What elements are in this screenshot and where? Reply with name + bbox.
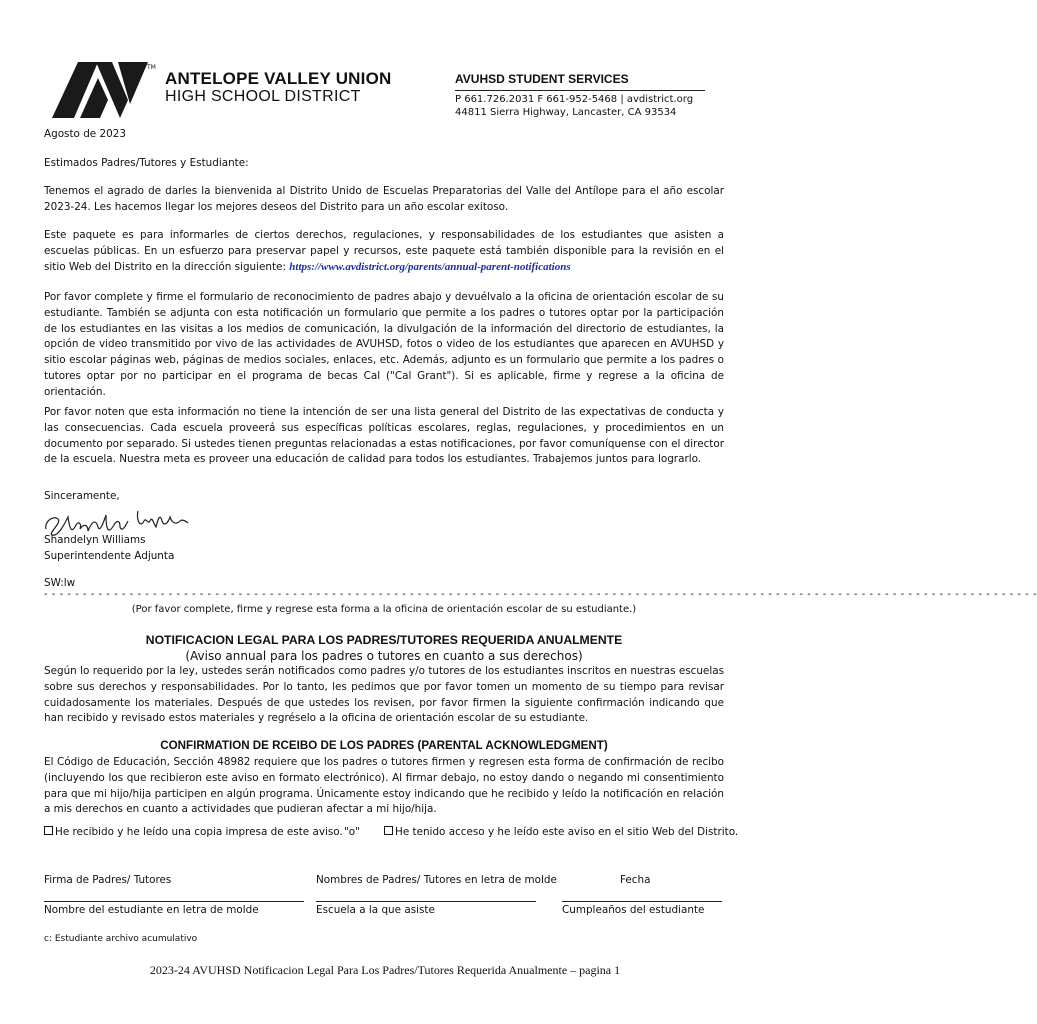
option-website[interactable]	[384, 826, 738, 838]
notice-body: Según lo requerido por la ley, ustedes serán notificados como padres y/o tutores de los estudiantes inscritos en nuestras escuelas sobre sus derechos y responsabilidades. Por lo tanto, les pedimos que por favor tomen un momento de su tiempo para revisar cuidadosamente los materiales. Después de que ustedes los revisen, por favor firmen la siguiente confirmación indicando que han recibido y revisado estos materiales y regréselo a la oficina de orientación escolar de su estudiante.	[44, 665, 724, 725]
student-services-block	[455, 72, 715, 119]
district-name-line1: ANTELOPE VALLEY UNION	[165, 69, 392, 88]
checkbox-printed-copy[interactable]	[44, 826, 53, 835]
letter-closing: Sinceramente,	[44, 490, 120, 502]
option-printed-copy[interactable]	[44, 826, 343, 838]
paragraph-welcome: Tenemos el agrado de darles la bienvenida al Distrito Unido de Escuelas Preparatorias del Valle del Antílope para el año escolar 2023-24. Les hacemos llegar los mejores deseos del Distrito para un año escolar exitoso.	[44, 185, 724, 213]
student-name-line[interactable]	[44, 901, 304, 902]
initials: SW:lw	[44, 577, 76, 589]
cut-line: - - - - - - - - - - - - - - - - - - - - - - - - - - - - - - - - - - - - - - - - - - - - - - - - - - - - - - - - - - - - - - - - - - - - - - - - - - - - - - - - - - - - - - - - - - - - - - - - - - - - - - - - - - - - - - - - - - - - - - - - - - - - - - - -	[44, 589, 1037, 600]
ack-body: El Código de Educación, Sección 48982 requiere que los padres o tutores firmen y regresen esta forma de confirmación de recibo (incluyendo los que recibieron este aviso en formato electrónico). Al firmar debajo, no estoy dando o negando mi consentimiento para que mi hijo/hija participen en algún programa. Únicamente estoy indicando que he recibido y leído la notificación en relación a mis derechos en cuanto a actividades que pudieran afectar a mi hijo/hija.	[44, 756, 724, 816]
paragraph-acknowledgment-form: Por favor complete y firme el formulario de reconocimiento de padres abajo y devuélvalo a la oficina de orientación escolar de su estudiante. También se adjunta con esta notificación un formulario que permite a los padres o tutores optar por la participación de los estudiantes en las visitas a los medios de comunicación, la divulgación de la información del directorio de estudiantes, la opción de video transmitido por vivo de las actividades de AVUHSD, fotos o video de los estudiantes que aparecen en AVUHSD y sitio escolar páginas web, páginas de medios sociales, enlaces, etc. Además, adjunto es un formulario que permite a los padres o tutores optar por no participar en el programa de becas Cal ("Cal Grant"). Si es aplicable, firme y regrese a la oficina de orientación.	[44, 291, 724, 398]
services-title: AVUHSD STUDENT SERVICES	[455, 72, 629, 86]
student-name-label: Nombre del estudiante en letra de molde	[44, 904, 259, 916]
paragraph-packet-info	[44, 228, 724, 275]
cc-note: c: Estudiante archivo acumulativo	[44, 934, 198, 944]
notice-title: NOTIFICACION LEGAL PARA LOS PADRES/TUTORES REQUERIDA ANUALMENTE	[145, 633, 623, 647]
trademark-mark: TM	[147, 64, 156, 71]
signer-name: Shandelyn Williams	[44, 534, 146, 546]
district-name	[165, 70, 391, 106]
date-label: Fecha	[620, 874, 651, 886]
birthday-label: Cumpleaños del estudiante	[562, 904, 705, 916]
or-separator: "o"	[344, 826, 360, 838]
paragraph-packet-text: Este paquete es para informarles de ciertos derechos, regulaciones, y responsabilidades de los estudiantes que asisten a escuelas públicas. En un esfuerzo para preservar papel y recursos, este paquete está también disponible para la revisión en el sitio Web del Distrito en la dirección siguiente:	[44, 229, 724, 273]
birthday-line[interactable]	[562, 901, 722, 902]
notice-subtitle: (Aviso annual para los padres o tutores en cuanto a sus derechos)	[185, 649, 583, 663]
school-label: Escuela a la que asiste	[316, 904, 435, 916]
parent-names-label: Nombres de Padres/ Tutores en letra de molde	[316, 874, 557, 886]
option-printed-copy-label: He recibido y he leído una copia impresa de este aviso.	[55, 826, 343, 838]
option-website-label: He tenido acceso y he leído este aviso en el sitio Web del Distrito.	[395, 826, 739, 838]
school-line[interactable]	[316, 901, 536, 902]
signer-title: Superintendente Adjunta	[44, 550, 175, 562]
notifications-link[interactable]: https://www.avdistrict.org/parents/annual-parent-notifications	[289, 260, 571, 273]
services-divider	[455, 90, 705, 91]
ack-title: CONFIRMATION DE RCEIBO DE LOS PADRES (PARENTAL ACKNOWLEDGMENT)	[160, 739, 608, 752]
district-name-line2: HIGH SCHOOL DISTRICT	[165, 88, 361, 105]
letter-date: Agosto de 2023	[44, 128, 126, 140]
contact-line: P 661.726.2031 F 661-952-5468 | avdistrict.org	[455, 94, 694, 105]
paragraph-disclaimer: Por favor noten que esta información no tiene la intención de ser una lista general del Distrito de las expectativas de conducta y las consecuencias. Cada escuela proveerá sus específicas políticas escolares, reglas, regulaciones, y procedimientos en un documento por separado. Si ustedes tienen preguntas relacionadas a estas notificaciones, por favor comuníquense con el director de la escuela. Nuestra meta es proveer una educación de calidad para todos los estudiantes. Trabajemos juntos para lograrlo.	[44, 406, 724, 466]
parent-signature-label: Firma de Padres/ Tutores	[44, 874, 172, 886]
checkbox-website[interactable]	[384, 826, 393, 835]
page-footer: 2023-24 AVUHSD Notificacion Legal Para Los Padres/Tutores Requerida Anualmente – pagina 1	[149, 963, 621, 977]
cut-instruction: (Por favor complete, firme y regrese esta forma a la oficina de orientación escolar de su estudiante.)	[131, 604, 637, 615]
letter-greeting: Estimados Padres/Tutores y Estudiante:	[44, 157, 249, 169]
address-line: 44811 Sierra Highway, Lancaster, CA 93534	[455, 107, 677, 118]
